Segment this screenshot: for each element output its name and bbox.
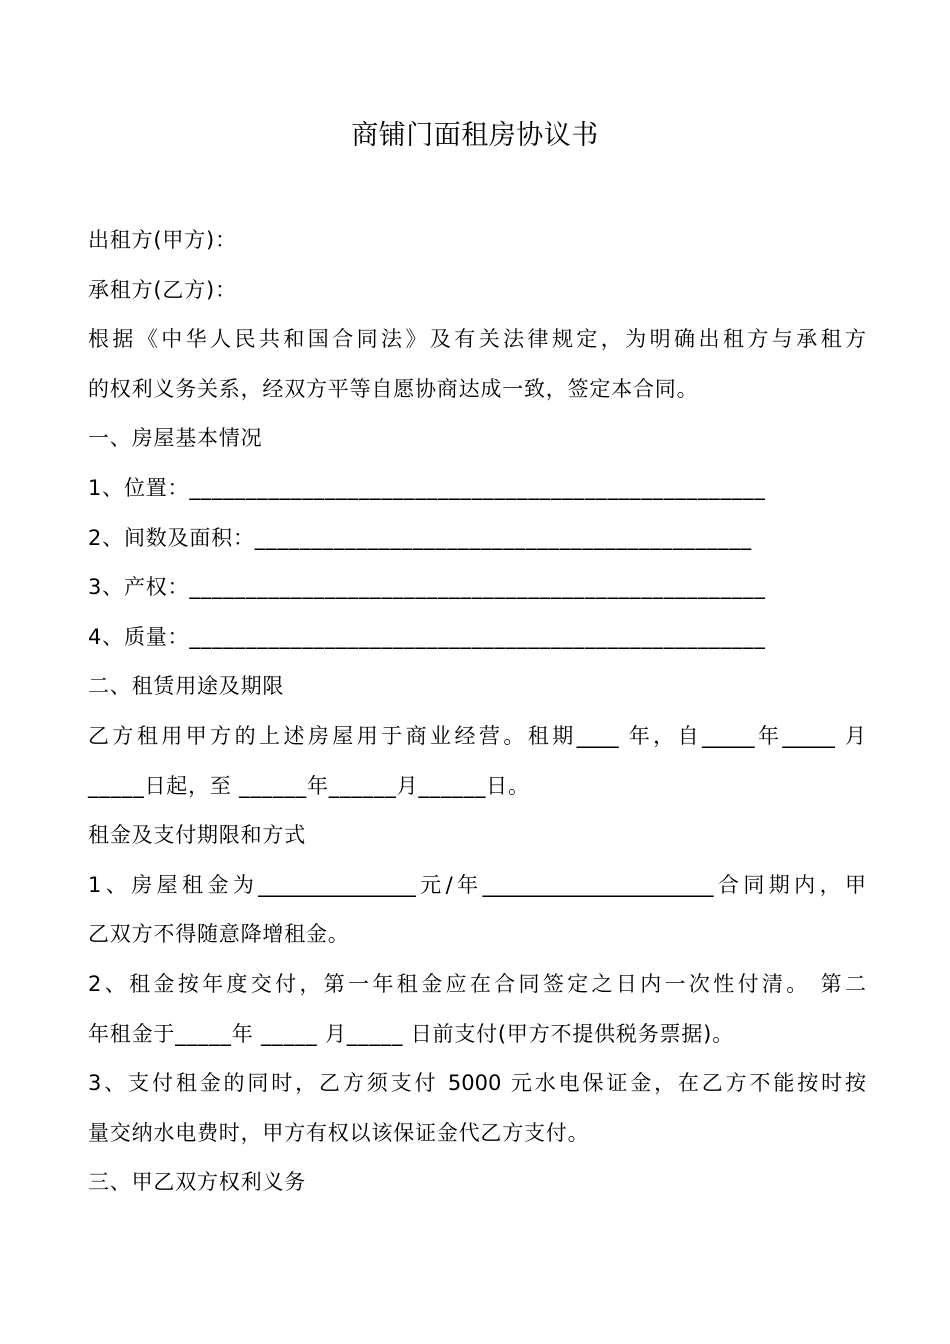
rent-clause-1-line-1 (88, 861, 866, 911)
lease-term-line-2: _____日起，至 ______年______月______日。 (88, 773, 530, 798)
rooms-area-line: 2、间数及面积：____________________________________________ (88, 525, 752, 550)
document-body (88, 216, 866, 1208)
preamble-line-2: 的权利义务关系，经双方平等自愿协商达成一致，签定本合同。 (88, 376, 699, 401)
section-heading-1: 一、房屋基本情况 (88, 426, 263, 451)
rent-clause-2-line-1-text: 2、租金按年度交付，第一年租金应在合同签定之日内一次性付清。 第二 (88, 971, 866, 996)
section-heading-3: 三、甲乙双方权利义务 (88, 1170, 306, 1195)
preamble-line-1-text: 根据《中华人民共和国合同法》及有关法律规定，为明确出租方与承租方 (88, 327, 866, 352)
rent-clause-3-line-1 (88, 1059, 866, 1109)
preamble-line-1 (88, 315, 866, 365)
section-heading-2: 二、租赁用途及期限 (88, 674, 285, 699)
rent-clause-1-line-2: 乙双方不得随意降增租金。 (88, 922, 350, 947)
rent-heading: 租金及支付期限和方式 (88, 823, 306, 848)
lease-term-line-1 (88, 712, 866, 762)
property-right-line: 3、产权：___________________________________________________ (88, 575, 766, 600)
location-line: 1、位置：___________________________________________________ (88, 475, 766, 500)
lessee-line: 承租方(乙方)： (88, 277, 237, 302)
lease-term-line-1-text: 乙方租用甲方的上述房屋用于商业经营。租期____ 年，自_____年_____ 月 (88, 723, 866, 748)
quality-line: 4、质量：___________________________________________________ (88, 624, 766, 649)
rent-clause-2-line-1 (88, 960, 866, 1010)
lessor-line: 出租方(甲方)： (88, 228, 237, 252)
rent-clause-3-line-1-text: 3、支付租金的同时，乙方须支付 5000 元水电保证金，在乙方不能按时按 (88, 1071, 866, 1096)
document-title: 商铺门面租房协议书 (351, 120, 599, 151)
rent-clause-1-line-1-text: 1、房屋租金为_______________元/年______________________合同期内，甲 (88, 872, 866, 897)
rent-clause-2-line-2: 年租金于_____年 _____ 月_____ 日前支付(甲方不提供税务票据)。 (88, 1021, 734, 1046)
rent-clause-3-line-2: 量交纳水电费时，甲方有权以该保证金代乙方支付。 (88, 1120, 590, 1145)
